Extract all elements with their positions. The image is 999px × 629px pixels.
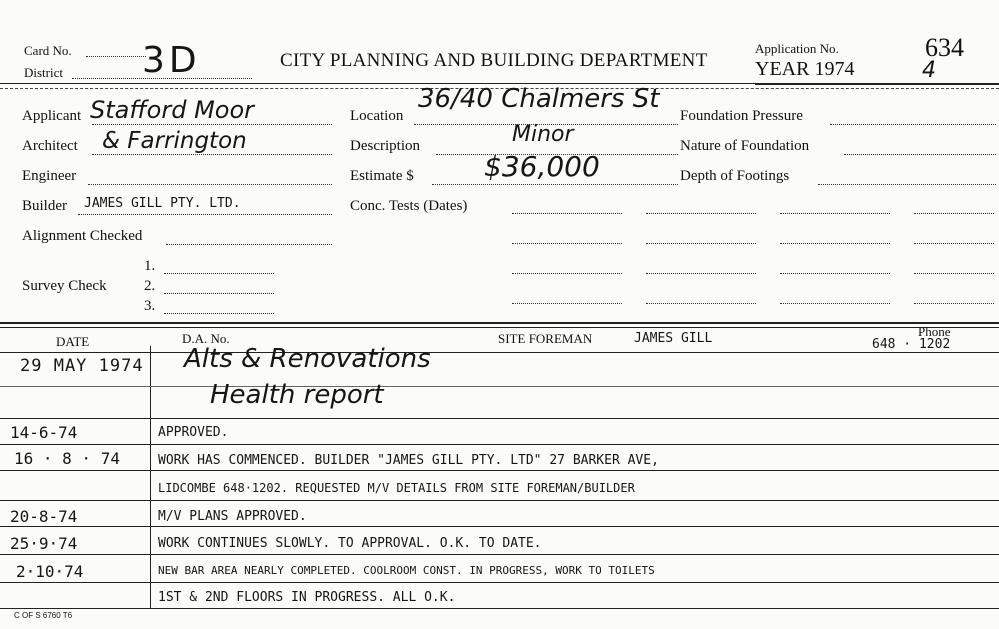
survey-2-underline (164, 293, 274, 294)
survey-3: 3. (144, 298, 156, 314)
first-entry-line1: Alts & Renovations (184, 344, 431, 374)
conc-line-1a (512, 213, 622, 214)
year-label: YEAR 1974 (755, 58, 855, 80)
entry-text-7: 1ST & 2ND FLOORS IN PROGRESS. ALL O.K. (158, 590, 456, 605)
conc-line-3b (646, 273, 756, 274)
alignment-label: Alignment Checked (22, 228, 143, 244)
log-row-line-5 (0, 500, 999, 501)
header-divider-right (755, 83, 999, 85)
application-no-value: 634 (925, 33, 964, 62)
depth-footings-label: Depth of Footings (680, 168, 790, 184)
log-row-line-0 (0, 352, 999, 353)
survey-1: 1. (144, 258, 156, 274)
conc-line-4d (914, 303, 994, 304)
log-row-line-1 (0, 386, 999, 387)
architect-underline (92, 154, 332, 155)
architect-value: & Farrington (102, 128, 247, 154)
phone-value: 648 · 1202 (872, 337, 951, 352)
phone-label: Phone (918, 324, 951, 339)
estimate-underline (432, 184, 678, 185)
log-top-border (0, 322, 999, 324)
survey-2: 2. (144, 278, 156, 294)
first-date-stamp: 29 MAY 1974 (20, 356, 144, 376)
conc-tests-label: Conc. Tests (Dates) (350, 198, 468, 214)
survey-1-underline (164, 273, 274, 274)
applicant-underline (92, 124, 332, 125)
da-label: D.A. No. (182, 331, 230, 346)
conc-line-2a (512, 243, 622, 244)
date-header: DATE (56, 334, 90, 349)
entry-text-4: M/V PLANS APPROVED. (158, 509, 307, 524)
conc-line-4b (646, 303, 756, 304)
site-foreman-value: JAMES GILL (634, 331, 713, 346)
log-row-line-3 (0, 444, 999, 445)
log-row-line-6 (0, 526, 999, 527)
builder-underline (78, 214, 332, 215)
architect-label: Architect (22, 138, 78, 154)
application-strike-mark: 4 (922, 58, 936, 83)
first-entry-line2: Health report (210, 380, 384, 410)
log-top-border-inner (0, 327, 999, 328)
foundation-pressure-underline (830, 124, 996, 125)
alignment-underline (166, 244, 332, 245)
foundation-pressure-label: Foundation Pressure (680, 108, 803, 124)
log-row-line-2 (0, 418, 999, 419)
conc-line-1b (646, 213, 756, 214)
depth-footings-underline (818, 184, 996, 185)
nature-foundation-label: Nature of Foundation (680, 138, 810, 154)
description-value: Minor (512, 122, 574, 147)
conc-line-1d (914, 213, 994, 214)
conc-line-3c (780, 273, 890, 274)
description-label: Description (350, 138, 420, 154)
conc-line-2c (780, 243, 890, 244)
engineer-underline (88, 184, 332, 185)
conc-line-4a (512, 303, 622, 304)
applicant-label: Applicant (22, 108, 82, 124)
conc-line-2b (646, 243, 756, 244)
survey-3-underline (164, 313, 274, 314)
log-row-line-4 (0, 470, 999, 471)
estimate-label: Estimate $ (350, 168, 414, 184)
entry-text-1: APPROVED. (158, 425, 229, 440)
card-no-value: 3D (142, 40, 201, 81)
engineer-label: Engineer (22, 168, 77, 184)
entry-text-3: LIDCOMBE 648·1202. REQUESTED M/V DETAILS FROM SITE FOREMAN/BUILDER (158, 481, 635, 495)
conc-line-3a (512, 273, 622, 274)
site-foreman-label: SITE FOREMAN (498, 331, 593, 346)
log-row-line-9 (0, 608, 999, 609)
entry-text-2: WORK HAS COMMENCED. BUILDER "JAMES GILL PTY. LTD" 27 BARKER AVE, (158, 453, 659, 468)
entry-date-6: 2·10·74 (16, 562, 84, 581)
card-no-underline (86, 56, 146, 57)
entry-date-1: 14-6-74 (10, 423, 78, 442)
log-row-line-8 (0, 582, 999, 583)
district-label: District (24, 65, 63, 80)
entry-date-5: 25·9·74 (10, 534, 78, 553)
applicant-value: Stafford Moor (90, 96, 255, 124)
builder-value: JAMES GILL PTY. LTD. (84, 196, 241, 211)
log-row-line-7 (0, 554, 999, 555)
estimate-value: $36,000 (484, 150, 600, 183)
form-code: C OF S 6760 T6 (14, 611, 73, 620)
entry-date-2: 16 · 8 · 74 (14, 449, 120, 468)
location-value: 36/40 Chalmers St (418, 84, 660, 114)
location-label: Location (350, 108, 404, 124)
conc-line-1c (780, 213, 890, 214)
survey-label: Survey Check (22, 278, 107, 294)
conc-line-2d (914, 243, 994, 244)
entry-text-5: WORK CONTINUES SLOWLY. TO APPROVAL. O.K. TO DATE. (158, 536, 542, 551)
nature-foundation-underline (844, 154, 996, 155)
entry-text-6: NEW BAR AREA NEARLY COMPLETED. COOLROOM CONST. IN PROGRESS, WORK TO TOILETS (158, 564, 655, 577)
conc-line-3d (914, 273, 994, 274)
entry-date-4: 20-8-74 (10, 507, 78, 526)
application-no-label: Application No. (755, 41, 839, 56)
builder-label: Builder (22, 198, 67, 214)
conc-line-4c (780, 303, 890, 304)
card-no-label: Card No. (24, 43, 72, 58)
department-title: CITY PLANNING AND BUILDING DEPARTMENT (280, 50, 708, 71)
